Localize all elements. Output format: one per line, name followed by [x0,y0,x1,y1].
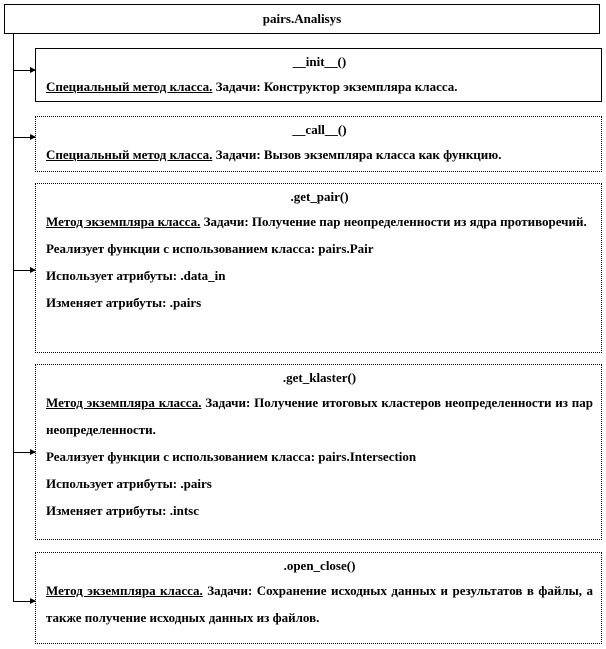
method-title: .get_klaster() [282,370,357,385]
method-box-get-klaster [35,364,602,540]
method-task: Задачи: Сохранение исходных данных и результатов в файлы, а также получение исходных данных из файлов. [46,583,593,625]
connector-init [13,70,35,71]
connector-open-close [13,601,35,602]
method-implements: Реализует функции с использованием класса: pairs.Pair [46,241,374,256]
method-changes: Изменяет атрибуты: .pairs [46,295,202,310]
method-kind: Метод экземпляра класса. [46,214,201,229]
method-title: .get_pair() [290,189,349,204]
method-title: .open_close() [283,558,356,573]
method-changes: Изменяет атрибуты: .intsc [46,503,200,518]
method-description [46,208,593,235]
method-description [46,141,593,168]
method-box-get-pair [35,183,602,353]
class-title: pairs.Analisys [262,11,342,26]
method-task: Задачи: Вызов экземпляра класса как функцию. [212,147,502,162]
method-box-call [35,116,602,172]
tree-spine-line [13,34,14,602]
connector-get-pair [13,270,35,271]
method-title: __init__() [292,54,347,69]
method-kind: Метод экземпляра класса. [46,583,203,598]
method-task: Задачи: Получение пар неопределенности из ядра противоречий. [200,214,587,229]
method-task: Задачи: Получение итоговых кластеров неопределенности из пар неопределенности. [46,395,593,437]
method-uses: Использует атрибуты: .pairs [46,476,212,491]
method-uses: Использует атрибуты: .data_in [46,268,226,283]
method-kind: Метод экземпляра класса. [46,395,202,410]
method-kind: Специальный метод класса. [46,79,213,94]
class-root-box [4,4,600,34]
method-box-open-close [35,552,602,644]
method-task: Задачи: Конструктор экземпляра класса. [212,79,458,94]
method-box-init [35,48,602,102]
connector-call [13,137,35,138]
method-description [46,73,593,100]
method-description [46,577,593,631]
method-description [46,389,593,443]
connector-get-klaster [13,452,35,453]
method-implements: Реализует функции с использованием класса: pairs.Intersection [46,449,417,464]
method-title: __call__() [292,122,347,137]
method-kind: Специальный метод класса. [46,147,213,162]
